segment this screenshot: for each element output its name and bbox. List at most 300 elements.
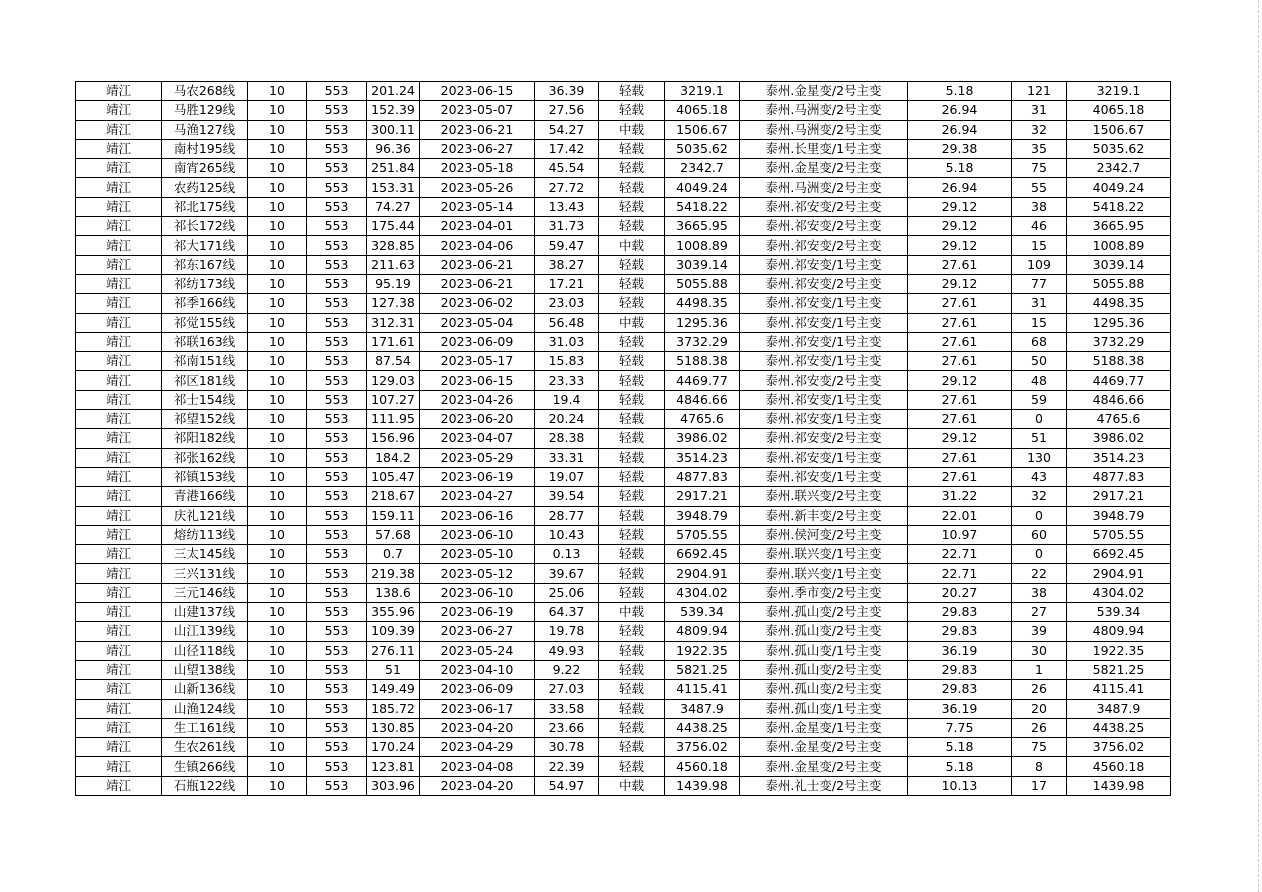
load-value-cell: 219.38 (367, 564, 420, 583)
voltage-cell: 10 (248, 120, 307, 139)
rated-capacity-cell: 553 (307, 82, 367, 101)
load-value-cell: 300.11 (367, 120, 420, 139)
user-count-cell: 50 (1012, 352, 1067, 371)
transformer-load-rate-cell: 10.13 (908, 776, 1012, 795)
load-rate-cell: 23.03 (535, 294, 599, 313)
table-row (76, 82, 1171, 101)
region-cell: 靖江 (76, 294, 162, 313)
available-capacity-cell: 4498.35 (665, 294, 740, 313)
region-cell: 靖江 (76, 738, 162, 757)
load-status-cell: 轻载 (599, 545, 665, 564)
load-status-cell: 轻载 (599, 660, 665, 679)
rated-capacity-cell: 553 (307, 506, 367, 525)
transformer-load-rate-cell: 5.18 (908, 757, 1012, 776)
load-status-cell: 轻载 (599, 390, 665, 409)
voltage-cell: 10 (248, 294, 307, 313)
user-count-cell: 35 (1012, 139, 1067, 158)
table-row (76, 217, 1171, 236)
date-cell: 2023-05-18 (420, 159, 535, 178)
user-count-cell: 20 (1012, 699, 1067, 718)
table-row (76, 641, 1171, 660)
available-capacity-cell: 5418.22 (665, 197, 740, 216)
load-status-cell: 轻载 (599, 159, 665, 178)
transformer-cell: 泰州.祁安变/1号主变 (740, 467, 908, 486)
date-cell: 2023-06-15 (420, 371, 535, 390)
transformer-cell: 泰州.祁安变/1号主变 (740, 255, 908, 274)
voltage-cell: 10 (248, 622, 307, 641)
line-name-cell: 祁士154线 (162, 390, 248, 409)
transformer-load-rate-cell: 27.61 (908, 352, 1012, 371)
voltage-cell: 10 (248, 313, 307, 332)
remaining-capacity-cell: 5705.55 (1067, 525, 1171, 544)
table-row (76, 680, 1171, 699)
voltage-cell: 10 (248, 197, 307, 216)
user-count-cell: 38 (1012, 583, 1067, 602)
date-cell: 2023-05-07 (420, 101, 535, 120)
available-capacity-cell: 2904.91 (665, 564, 740, 583)
load-status-cell: 轻载 (599, 718, 665, 737)
voltage-cell: 10 (248, 467, 307, 486)
transformer-load-rate-cell: 26.94 (908, 120, 1012, 139)
line-name-cell: 三太145线 (162, 545, 248, 564)
table-row (76, 699, 1171, 718)
transformer-load-rate-cell: 5.18 (908, 159, 1012, 178)
remaining-capacity-cell: 5188.38 (1067, 352, 1171, 371)
remaining-capacity-cell: 1439.98 (1067, 776, 1171, 795)
available-capacity-cell: 3986.02 (665, 429, 740, 448)
voltage-cell: 10 (248, 641, 307, 660)
line-name-cell: 南宵265线 (162, 159, 248, 178)
load-value-cell: 170.24 (367, 738, 420, 757)
load-status-cell: 轻载 (599, 294, 665, 313)
rated-capacity-cell: 553 (307, 352, 367, 371)
available-capacity-cell: 1439.98 (665, 776, 740, 795)
remaining-capacity-cell: 4560.18 (1067, 757, 1171, 776)
voltage-cell: 10 (248, 487, 307, 506)
load-rate-cell: 15.83 (535, 352, 599, 371)
date-cell: 2023-04-20 (420, 718, 535, 737)
date-cell: 2023-06-02 (420, 294, 535, 313)
available-capacity-cell: 3219.1 (665, 82, 740, 101)
user-count-cell: 43 (1012, 467, 1067, 486)
voltage-cell: 10 (248, 274, 307, 293)
region-cell: 靖江 (76, 313, 162, 332)
load-status-cell: 轻载 (599, 178, 665, 197)
load-value-cell: 109.39 (367, 622, 420, 641)
line-name-cell: 南村195线 (162, 139, 248, 158)
rated-capacity-cell: 553 (307, 525, 367, 544)
load-value-cell: 111.95 (367, 410, 420, 429)
line-name-cell: 三元146线 (162, 583, 248, 602)
load-status-cell: 轻载 (599, 371, 665, 390)
user-count-cell: 38 (1012, 197, 1067, 216)
remaining-capacity-cell: 3732.29 (1067, 332, 1171, 351)
table-row (76, 139, 1171, 158)
transformer-cell: 泰州.孤山变/2号主变 (740, 660, 908, 679)
transformer-cell: 泰州.联兴变/1号主变 (740, 564, 908, 583)
table-row (76, 448, 1171, 467)
line-name-cell: 马渔127线 (162, 120, 248, 139)
load-status-cell: 轻载 (599, 680, 665, 699)
remaining-capacity-cell: 3665.95 (1067, 217, 1171, 236)
transformer-load-rate-cell: 29.12 (908, 274, 1012, 293)
line-name-cell: 祁觉155线 (162, 313, 248, 332)
voltage-cell: 10 (248, 545, 307, 564)
table-body (76, 82, 1171, 796)
table-row (76, 660, 1171, 679)
remaining-capacity-cell: 4304.02 (1067, 583, 1171, 602)
date-cell: 2023-04-08 (420, 757, 535, 776)
user-count-cell: 39 (1012, 622, 1067, 641)
date-cell: 2023-05-12 (420, 564, 535, 583)
table-row (76, 622, 1171, 641)
transformer-cell: 泰州.马洲变/2号主变 (740, 178, 908, 197)
transformer-cell: 泰州.孤山变/2号主变 (740, 622, 908, 641)
region-cell: 靖江 (76, 603, 162, 622)
load-status-cell: 轻载 (599, 622, 665, 641)
load-value-cell: 130.85 (367, 718, 420, 737)
transformer-load-rate-cell: 27.61 (908, 255, 1012, 274)
available-capacity-cell: 5035.62 (665, 139, 740, 158)
load-rate-cell: 56.48 (535, 313, 599, 332)
line-name-cell: 农药125线 (162, 178, 248, 197)
voltage-cell: 10 (248, 699, 307, 718)
line-name-cell: 山新136线 (162, 680, 248, 699)
region-cell: 靖江 (76, 525, 162, 544)
load-status-cell: 轻载 (599, 487, 665, 506)
transformer-load-rate-cell: 36.19 (908, 699, 1012, 718)
transformer-cell: 泰州.祁安变/2号主变 (740, 236, 908, 255)
transformer-cell: 泰州.祁安变/2号主变 (740, 274, 908, 293)
transformer-cell: 泰州.新丰变/2号主变 (740, 506, 908, 525)
available-capacity-cell: 539.34 (665, 603, 740, 622)
rated-capacity-cell: 553 (307, 448, 367, 467)
rated-capacity-cell: 553 (307, 101, 367, 120)
load-rate-cell: 23.66 (535, 718, 599, 737)
date-cell: 2023-05-10 (420, 545, 535, 564)
transformer-load-rate-cell: 27.61 (908, 313, 1012, 332)
transformer-load-rate-cell: 5.18 (908, 738, 1012, 757)
load-rate-cell: 20.24 (535, 410, 599, 429)
transformer-load-rate-cell: 10.97 (908, 525, 1012, 544)
region-cell: 靖江 (76, 660, 162, 679)
voltage-cell: 10 (248, 757, 307, 776)
load-value-cell: 129.03 (367, 371, 420, 390)
available-capacity-cell: 3039.14 (665, 255, 740, 274)
load-value-cell: 312.31 (367, 313, 420, 332)
line-name-cell: 祁联163线 (162, 332, 248, 351)
line-name-cell: 祁阳182线 (162, 429, 248, 448)
load-status-cell: 轻载 (599, 332, 665, 351)
load-rate-cell: 28.77 (535, 506, 599, 525)
line-name-cell: 马农268线 (162, 82, 248, 101)
remaining-capacity-cell: 1295.36 (1067, 313, 1171, 332)
available-capacity-cell: 5821.25 (665, 660, 740, 679)
transformer-cell: 泰州.祁安变/1号主变 (740, 294, 908, 313)
load-status-cell: 轻载 (599, 448, 665, 467)
load-status-cell: 轻载 (599, 139, 665, 158)
remaining-capacity-cell: 4809.94 (1067, 622, 1171, 641)
load-rate-cell: 23.33 (535, 371, 599, 390)
voltage-cell: 10 (248, 139, 307, 158)
line-name-cell: 祁望152线 (162, 410, 248, 429)
load-status-cell: 中载 (599, 313, 665, 332)
table-row (76, 738, 1171, 757)
available-capacity-cell: 4304.02 (665, 583, 740, 602)
available-capacity-cell: 4560.18 (665, 757, 740, 776)
remaining-capacity-cell: 539.34 (1067, 603, 1171, 622)
date-cell: 2023-04-06 (420, 236, 535, 255)
date-cell: 2023-06-09 (420, 680, 535, 699)
transformer-load-rate-cell: 5.18 (908, 82, 1012, 101)
load-value-cell: 153.31 (367, 178, 420, 197)
region-cell: 靖江 (76, 718, 162, 737)
remaining-capacity-cell: 1506.67 (1067, 120, 1171, 139)
user-count-cell: 68 (1012, 332, 1067, 351)
remaining-capacity-cell: 5418.22 (1067, 197, 1171, 216)
remaining-capacity-cell: 3219.1 (1067, 82, 1171, 101)
table-row (76, 294, 1171, 313)
table-row (76, 101, 1171, 120)
available-capacity-cell: 4469.77 (665, 371, 740, 390)
load-value-cell: 87.54 (367, 352, 420, 371)
load-status-cell: 轻载 (599, 255, 665, 274)
user-count-cell: 26 (1012, 680, 1067, 699)
transformer-load-rate-cell: 29.12 (908, 197, 1012, 216)
table-row (76, 178, 1171, 197)
line-name-cell: 山建137线 (162, 603, 248, 622)
rated-capacity-cell: 553 (307, 313, 367, 332)
load-rate-cell: 17.42 (535, 139, 599, 158)
line-name-cell: 青港166线 (162, 487, 248, 506)
load-value-cell: 138.6 (367, 583, 420, 602)
available-capacity-cell: 5055.88 (665, 274, 740, 293)
rated-capacity-cell: 553 (307, 255, 367, 274)
load-rate-cell: 64.37 (535, 603, 599, 622)
transformer-cell: 泰州.祁安变/1号主变 (740, 410, 908, 429)
table-row (76, 603, 1171, 622)
table-row (76, 776, 1171, 795)
line-name-cell: 庆礼121线 (162, 506, 248, 525)
load-status-cell: 轻载 (599, 217, 665, 236)
voltage-cell: 10 (248, 352, 307, 371)
user-count-cell: 26 (1012, 718, 1067, 737)
load-status-cell: 轻载 (599, 757, 665, 776)
region-cell: 靖江 (76, 583, 162, 602)
region-cell: 靖江 (76, 332, 162, 351)
voltage-cell: 10 (248, 390, 307, 409)
remaining-capacity-cell: 4065.18 (1067, 101, 1171, 120)
date-cell: 2023-06-21 (420, 255, 535, 274)
transformer-cell: 泰州.祁安变/2号主变 (740, 217, 908, 236)
rated-capacity-cell: 553 (307, 738, 367, 757)
voltage-cell: 10 (248, 776, 307, 795)
load-rate-cell: 27.72 (535, 178, 599, 197)
line-name-cell: 山江139线 (162, 622, 248, 641)
load-status-cell: 中载 (599, 236, 665, 255)
load-status-cell: 轻载 (599, 82, 665, 101)
date-cell: 2023-04-29 (420, 738, 535, 757)
available-capacity-cell: 2342.7 (665, 159, 740, 178)
region-cell: 靖江 (76, 429, 162, 448)
load-value-cell: 175.44 (367, 217, 420, 236)
load-rate-cell: 28.38 (535, 429, 599, 448)
date-cell: 2023-06-10 (420, 525, 535, 544)
remaining-capacity-cell: 5035.62 (1067, 139, 1171, 158)
load-status-cell: 轻载 (599, 352, 665, 371)
line-name-cell: 祁东167线 (162, 255, 248, 274)
table-row (76, 564, 1171, 583)
transformer-cell: 泰州.礼士变/2号主变 (740, 776, 908, 795)
available-capacity-cell: 1295.36 (665, 313, 740, 332)
load-value-cell: 211.63 (367, 255, 420, 274)
load-value-cell: 127.38 (367, 294, 420, 313)
voltage-cell: 10 (248, 506, 307, 525)
load-status-cell: 轻载 (599, 274, 665, 293)
load-value-cell: 201.24 (367, 82, 420, 101)
remaining-capacity-cell: 5055.88 (1067, 274, 1171, 293)
rated-capacity-cell: 553 (307, 178, 367, 197)
rated-capacity-cell: 553 (307, 332, 367, 351)
transformer-load-rate-cell: 22.01 (908, 506, 1012, 525)
transformer-load-rate-cell: 20.27 (908, 583, 1012, 602)
region-cell: 靖江 (76, 757, 162, 776)
date-cell: 2023-06-15 (420, 82, 535, 101)
remaining-capacity-cell: 5821.25 (1067, 660, 1171, 679)
user-count-cell: 121 (1012, 82, 1067, 101)
available-capacity-cell: 3756.02 (665, 738, 740, 757)
transformer-load-rate-cell: 29.83 (908, 622, 1012, 641)
table-row (76, 487, 1171, 506)
load-rate-cell: 49.93 (535, 641, 599, 660)
transformer-cell: 泰州.马洲变/2号主变 (740, 120, 908, 139)
load-rate-cell: 22.39 (535, 757, 599, 776)
transformer-cell: 泰州.季市变/2号主变 (740, 583, 908, 602)
transformer-cell: 泰州.联兴变/2号主变 (740, 487, 908, 506)
table-row (76, 371, 1171, 390)
user-count-cell: 32 (1012, 120, 1067, 139)
transformer-cell: 泰州.侯河变/2号主变 (740, 525, 908, 544)
table-row (76, 718, 1171, 737)
load-rate-cell: 27.03 (535, 680, 599, 699)
region-cell: 靖江 (76, 776, 162, 795)
rated-capacity-cell: 553 (307, 757, 367, 776)
rated-capacity-cell: 553 (307, 564, 367, 583)
region-cell: 靖江 (76, 487, 162, 506)
line-name-cell: 生镇266线 (162, 757, 248, 776)
available-capacity-cell: 3948.79 (665, 506, 740, 525)
user-count-cell: 55 (1012, 178, 1067, 197)
line-name-cell: 三兴131线 (162, 564, 248, 583)
transformer-cell: 泰州.马洲变/2号主变 (740, 101, 908, 120)
voltage-cell: 10 (248, 217, 307, 236)
user-count-cell: 51 (1012, 429, 1067, 448)
load-value-cell: 156.96 (367, 429, 420, 448)
load-status-cell: 轻载 (599, 738, 665, 757)
table-row (76, 390, 1171, 409)
line-name-cell: 生工161线 (162, 718, 248, 737)
user-count-cell: 15 (1012, 313, 1067, 332)
table-row (76, 332, 1171, 351)
load-value-cell: 152.39 (367, 101, 420, 120)
remaining-capacity-cell: 3986.02 (1067, 429, 1171, 448)
rated-capacity-cell: 553 (307, 274, 367, 293)
remaining-capacity-cell: 2904.91 (1067, 564, 1171, 583)
transformer-load-rate-cell: 29.12 (908, 236, 1012, 255)
line-name-cell: 马胜129线 (162, 101, 248, 120)
user-count-cell: 31 (1012, 294, 1067, 313)
remaining-capacity-cell: 4469.77 (1067, 371, 1171, 390)
voltage-cell: 10 (248, 564, 307, 583)
load-rate-cell: 54.97 (535, 776, 599, 795)
date-cell: 2023-06-19 (420, 467, 535, 486)
region-cell: 靖江 (76, 159, 162, 178)
load-value-cell: 303.96 (367, 776, 420, 795)
region-cell: 靖江 (76, 236, 162, 255)
voltage-cell: 10 (248, 255, 307, 274)
remaining-capacity-cell: 3514.23 (1067, 448, 1171, 467)
voltage-cell: 10 (248, 410, 307, 429)
rated-capacity-cell: 553 (307, 467, 367, 486)
transformer-cell: 泰州.金星变/2号主变 (740, 757, 908, 776)
transformer-load-rate-cell: 26.94 (908, 178, 1012, 197)
table-row (76, 410, 1171, 429)
voltage-cell: 10 (248, 680, 307, 699)
remaining-capacity-cell: 4115.41 (1067, 680, 1171, 699)
voltage-cell: 10 (248, 82, 307, 101)
region-cell: 靖江 (76, 622, 162, 641)
load-status-cell: 轻载 (599, 429, 665, 448)
table-row (76, 120, 1171, 139)
available-capacity-cell: 1506.67 (665, 120, 740, 139)
line-name-cell: 祁南151线 (162, 352, 248, 371)
date-cell: 2023-04-07 (420, 429, 535, 448)
date-cell: 2023-05-17 (420, 352, 535, 371)
region-cell: 靖江 (76, 410, 162, 429)
load-rate-cell: 33.31 (535, 448, 599, 467)
user-count-cell: 1 (1012, 660, 1067, 679)
user-count-cell: 60 (1012, 525, 1067, 544)
region-cell: 靖江 (76, 467, 162, 486)
voltage-cell: 10 (248, 448, 307, 467)
rated-capacity-cell: 553 (307, 294, 367, 313)
load-rate-cell: 0.13 (535, 545, 599, 564)
user-count-cell: 30 (1012, 641, 1067, 660)
rated-capacity-cell: 553 (307, 660, 367, 679)
available-capacity-cell: 3665.95 (665, 217, 740, 236)
transformer-cell: 泰州.金星变/1号主变 (740, 718, 908, 737)
region-cell: 靖江 (76, 641, 162, 660)
region-cell: 靖江 (76, 255, 162, 274)
remaining-capacity-cell: 4846.66 (1067, 390, 1171, 409)
date-cell: 2023-06-17 (420, 699, 535, 718)
rated-capacity-cell: 553 (307, 699, 367, 718)
rated-capacity-cell: 553 (307, 197, 367, 216)
rated-capacity-cell: 553 (307, 139, 367, 158)
transformer-cell: 泰州.孤山变/1号主变 (740, 699, 908, 718)
load-value-cell: 57.68 (367, 525, 420, 544)
transformer-cell: 泰州.祁安变/1号主变 (740, 448, 908, 467)
voltage-cell: 10 (248, 159, 307, 178)
rated-capacity-cell: 553 (307, 159, 367, 178)
date-cell: 2023-06-09 (420, 332, 535, 351)
load-rate-cell: 45.54 (535, 159, 599, 178)
transformer-load-rate-cell: 29.12 (908, 217, 1012, 236)
region-cell: 靖江 (76, 197, 162, 216)
line-name-cell: 山望138线 (162, 660, 248, 679)
date-cell: 2023-04-26 (420, 390, 535, 409)
rated-capacity-cell: 553 (307, 487, 367, 506)
